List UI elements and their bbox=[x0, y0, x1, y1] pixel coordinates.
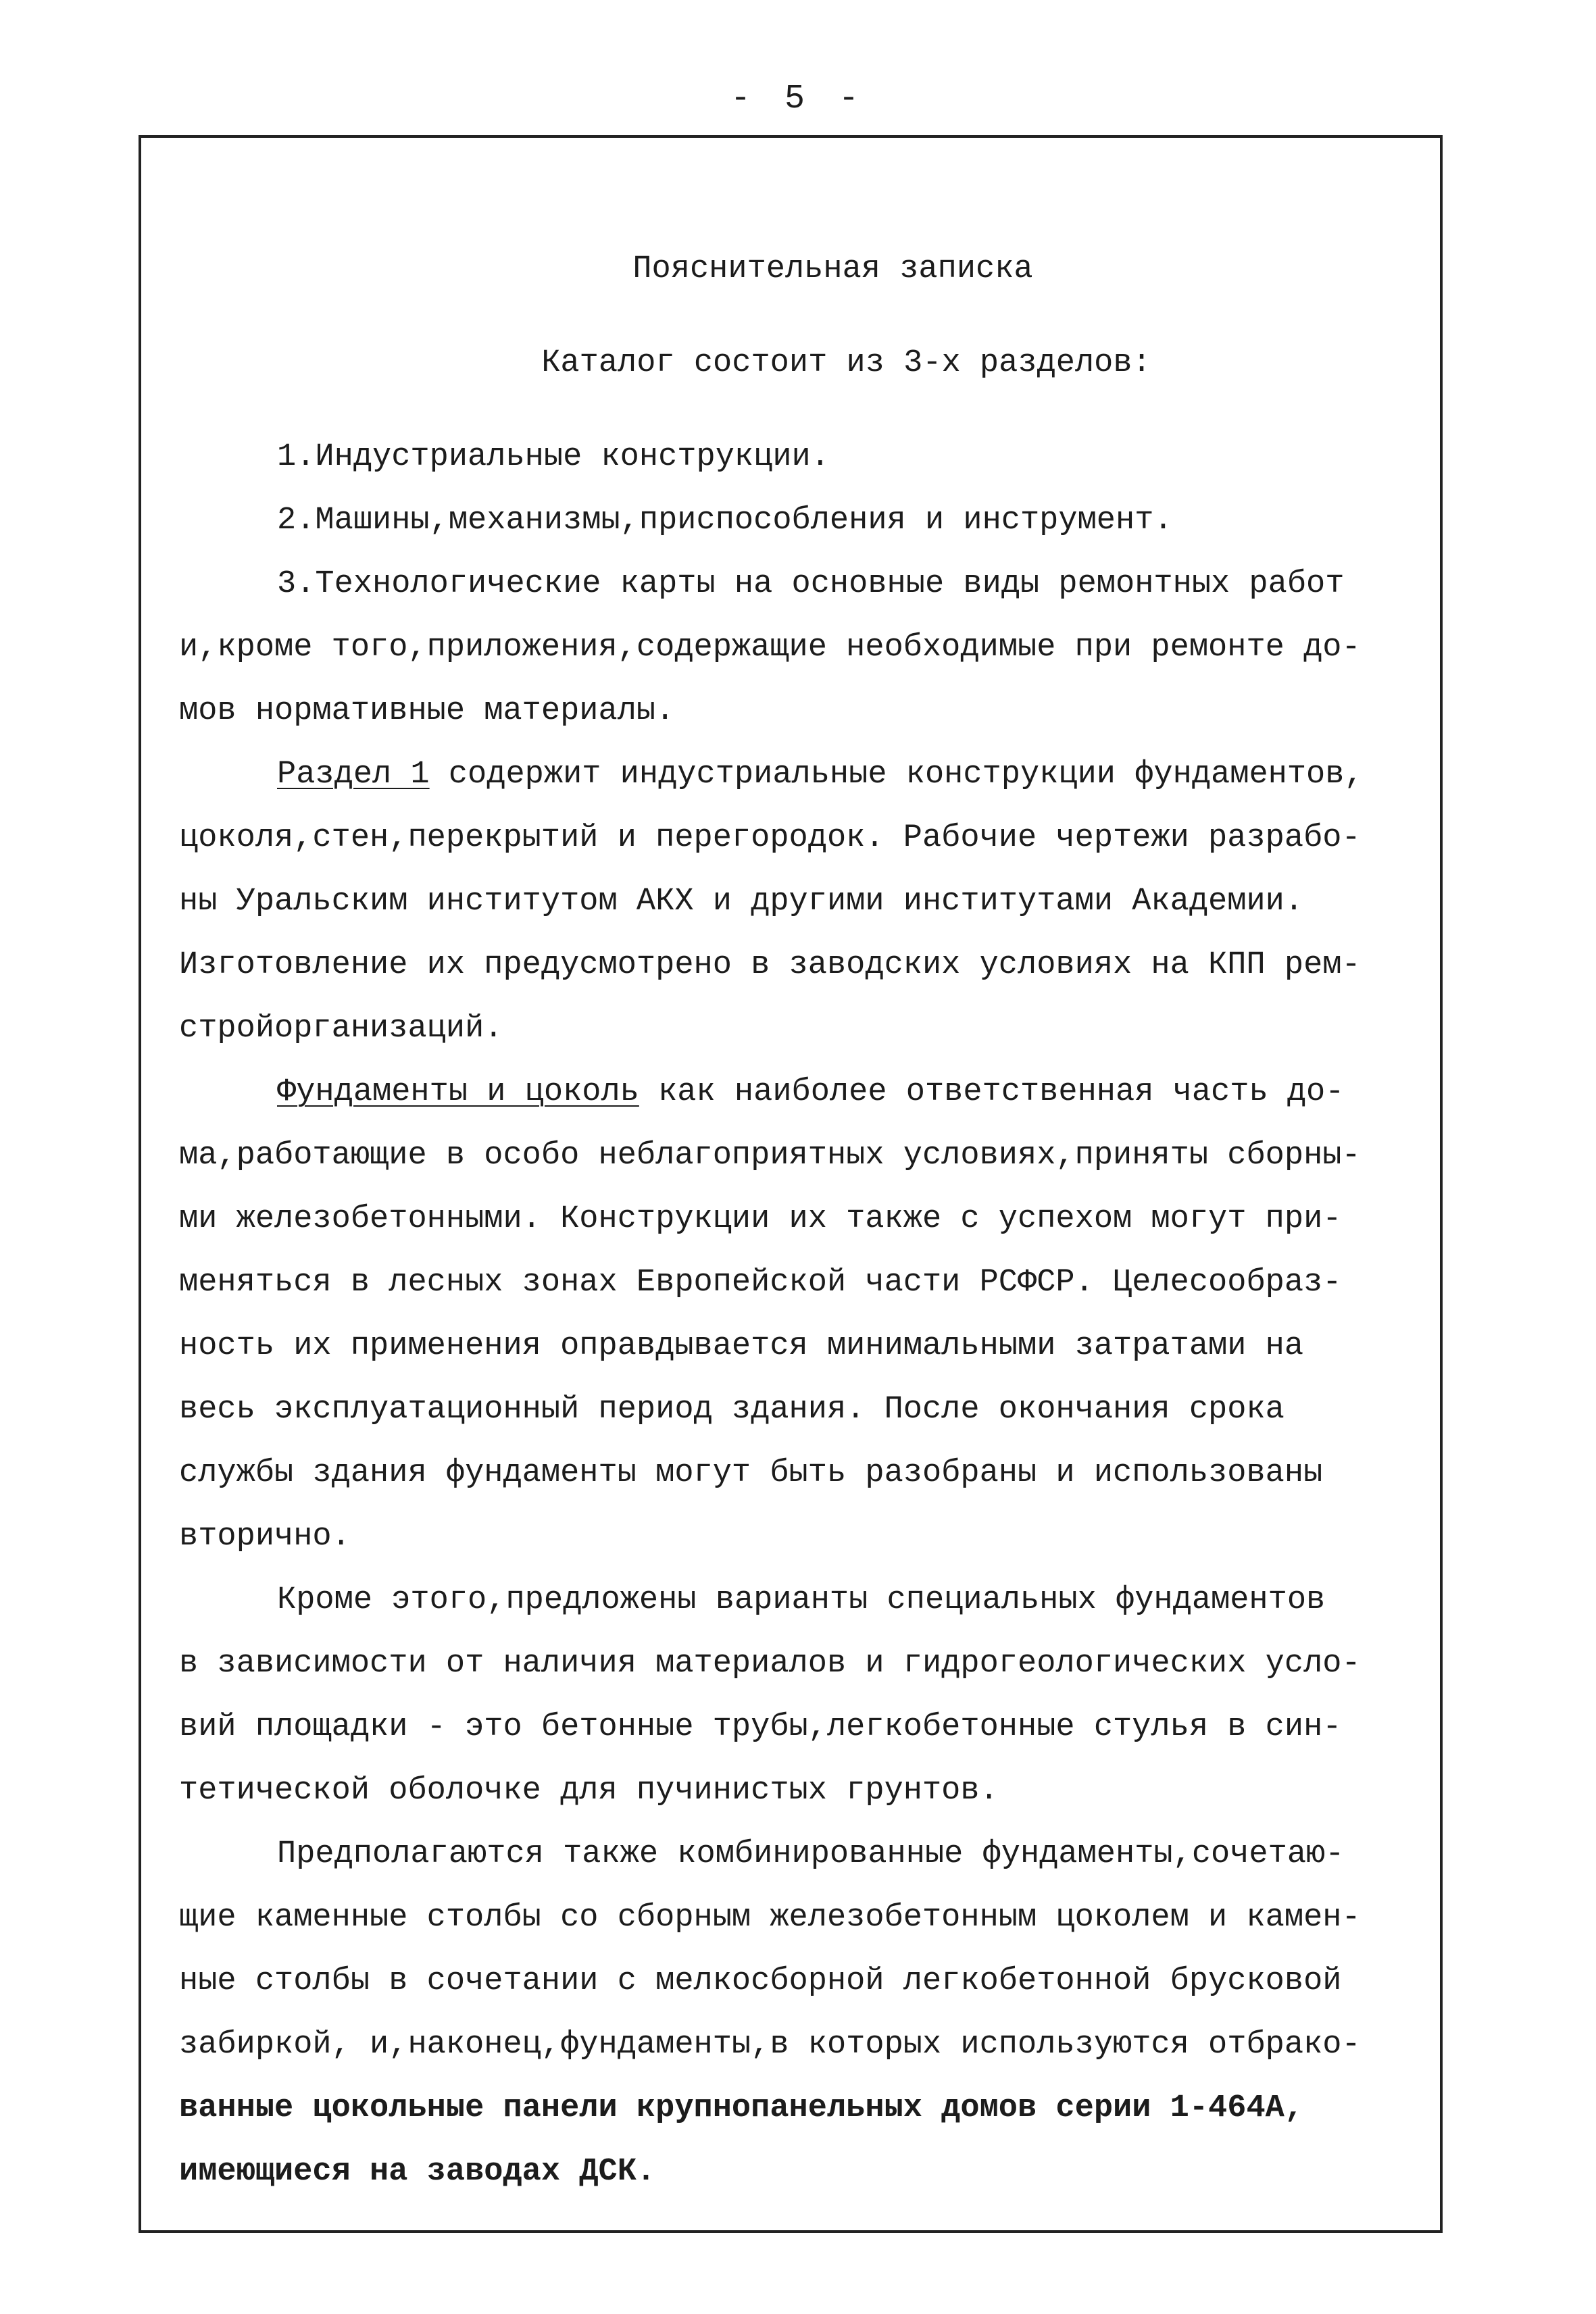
paragraph-line: в зависимости от наличия материалов и гидрогеологических усло- bbox=[179, 1646, 1361, 1682]
paragraph-first-line: Предполагаются также комбинированные фундаменты,сочетаю- bbox=[277, 1836, 1345, 1872]
paragraph-line: мов нормативные материалы. bbox=[179, 693, 675, 729]
paragraph-line: вторично. bbox=[179, 1519, 351, 1555]
paragraph-first-line: Кроме этого,предложены варианты специальных фундаментов bbox=[277, 1582, 1326, 1618]
list-item: 3.Технологические карты на основные виды ремонтных работ bbox=[277, 566, 1345, 602]
paragraph-line: тетической оболочке для пучинистых грунтов. bbox=[179, 1773, 999, 1809]
paragraph-line: ные столбы в сочетании с мелкосборной легкобетонной брусковой bbox=[179, 1963, 1342, 1999]
paragraph-line: весь эксплуатационный период здания. После окончания срока bbox=[179, 1392, 1285, 1428]
foundations-heading: Фундаменты и цоколь bbox=[277, 1074, 639, 1110]
page-number: - 5 - bbox=[730, 80, 866, 118]
paragraph-line: ны Уральским институтом АКХ и другими институтами Академии. bbox=[179, 884, 1304, 920]
paragraph-line: щие каменные столбы со сборным железобетонным цоколем и камен- bbox=[179, 1900, 1361, 1936]
list-item: 1.Индустриальные конструкции. bbox=[277, 439, 830, 475]
section-reference: Раздел 1 bbox=[277, 757, 430, 793]
paragraph-line: службы здания фундаменты могут быть разобраны и использованы bbox=[179, 1455, 1323, 1491]
paragraph-line: и,кроме того,приложения,содержащие необходимые при ремонте до- bbox=[179, 630, 1361, 665]
paragraph-line: цоколя,стен,перекрытий и перегородок. Рабочие чертежи разрабо- bbox=[179, 820, 1361, 856]
paragraph-line: Изготовление их предусмотрено в заводских условиях на КПП рем- bbox=[179, 947, 1361, 983]
paragraph-first-line: Раздел 1 содержит индустриальные конструкции фундаментов, bbox=[277, 757, 1364, 793]
paragraph-line: ма,работающие в особо неблагоприятных условиях,приняты сборны- bbox=[179, 1138, 1361, 1174]
paragraph-line: вий площадки - это бетонные трубы,легкобетонные стулья в син- bbox=[179, 1709, 1342, 1745]
document-title: Пояснительная записка bbox=[632, 251, 1033, 287]
document-body bbox=[179, 238, 1432, 2204]
paragraph-line: забиркой, и,наконец,фундаменты,в которых используются отбрако- bbox=[179, 2027, 1361, 2063]
paragraph-line: стройорганизаций. bbox=[179, 1011, 503, 1047]
paragraph-line: имеющиеся на заводах ДСК. bbox=[179, 2154, 656, 2190]
paragraph-line: ми железобетонными. Конструкции их также с успехом могут при- bbox=[179, 1201, 1342, 1237]
paragraph-line: ванные цокольные панели крупнопанельных домов серии 1-464А, bbox=[179, 2090, 1304, 2126]
list-item: 2.Машины,механизмы,приспособления и инструмент. bbox=[277, 503, 1173, 538]
paragraph-first-line: Фундаменты и цоколь как наиболее ответственная часть до- bbox=[277, 1074, 1345, 1110]
paragraph-line: меняться в лесных зонах Европейской части РСФСР. Целесообраз- bbox=[179, 1265, 1342, 1301]
document-subtitle: Каталог состоит из 3-х разделов: bbox=[541, 345, 1151, 381]
paragraph-line: ность их применения оправдывается минимальными затратами на bbox=[179, 1328, 1304, 1364]
